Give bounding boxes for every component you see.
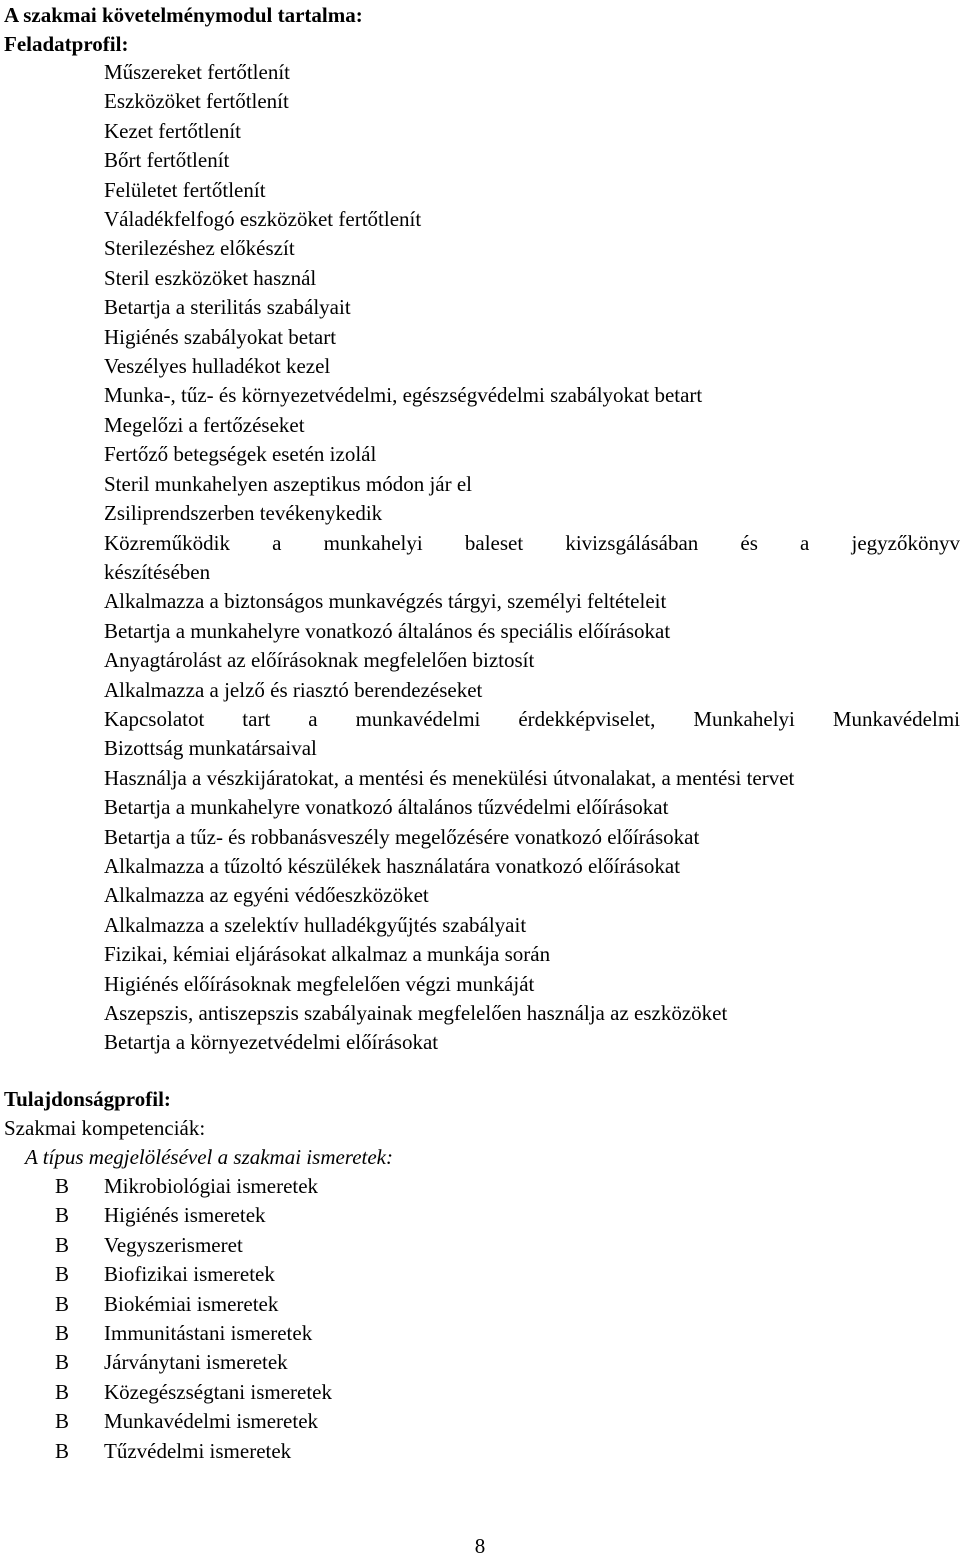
type-mark: B (55, 1350, 70, 1375)
property-profile-heading: Tulajdonságprofil: (4, 1087, 171, 1111)
list-item (0, 1231, 960, 1260)
knowledge-caption: A típus megjelölésével a szakmai ismeretek: (25, 1145, 393, 1169)
list-item: Higiénés szabályokat betart (104, 324, 337, 349)
list-item: Műszereket fertőtlenít (104, 60, 291, 84)
list-item: Eszközöket fertőtlenít (104, 89, 289, 114)
knowledge-label: Mikrobiológiai ismeretek (104, 1174, 319, 1198)
list-item: Közreműködik a munkahelyi baleset kivizsgálásában és a jegyzőkönyv (104, 530, 960, 555)
knowledge-label: Biofizikai ismeretek (104, 1262, 275, 1287)
list-item: Zsiliprendszerben tevékenykedik (104, 501, 383, 526)
list-item-continuation: Bizottság munkatársaival (104, 736, 317, 761)
list-item: Higiénés előírásoknak megfelelően végzi munkáját (104, 971, 535, 996)
list-item: Alkalmazza a jelző és riasztó berendezéseket (104, 677, 483, 702)
type-mark: B (55, 1409, 70, 1434)
list-item: Betartja a sterilitás szabályait (104, 295, 351, 320)
list-item: Megelőzi a fertőzéseket (104, 412, 305, 437)
list-item (0, 1319, 960, 1348)
list-item-continuation: készítésében (104, 559, 211, 584)
list-item: Anyagtárolást az előírásoknak megfelelően biztosít (104, 648, 535, 673)
list-item: Használja a vészkijáratokat, a mentési és menekülési útvonalakat, a mentési tervet (104, 765, 795, 790)
list-item: Betartja a munkahelyre vonatkozó általános és speciális előírásokat (104, 618, 671, 643)
knowledge-label: Higiénés ismeretek (104, 1203, 266, 1228)
knowledge-label: Munkavédelmi ismeretek (104, 1409, 319, 1434)
knowledge-label: Biokémiai ismeretek (104, 1291, 279, 1316)
type-mark: B (55, 1174, 70, 1198)
knowledge-list (0, 1172, 960, 1466)
list-item (0, 1348, 960, 1377)
list-item (0, 1201, 960, 1230)
list-item: Felületet fertőtlenít (104, 177, 266, 202)
list-item: Veszélyes hulladékot kezel (104, 354, 331, 379)
list-item: Alkalmazza a szelektív hulladékgyűjtés szabályait (104, 912, 527, 937)
list-item: Steril munkahelyen aszeptikus módon jár el (104, 471, 472, 496)
task-profile-heading: Feladatprofil: (4, 32, 129, 56)
list-item: Betartja a tűz- és robbanásveszély megelőzésére vonatkozó előírásokat (104, 824, 700, 849)
list-item: Alkalmazza a biztonságos munkavégzés tárgyi, személyi feltételeit (104, 589, 667, 614)
list-item (0, 1172, 960, 1201)
knowledge-label: Tűzvédelmi ismeretek (104, 1438, 292, 1463)
knowledge-label: Járványtani ismeretek (104, 1350, 288, 1375)
list-item (0, 1260, 960, 1289)
type-mark: B (55, 1232, 70, 1257)
list-item: Sterilezéshez előkészít (104, 236, 295, 261)
list-item: Steril eszközöket használ (104, 265, 317, 290)
list-item: Bőrt fertőtlenít (104, 148, 230, 173)
list-item (0, 1290, 960, 1319)
type-mark: B (55, 1203, 70, 1228)
list-item: Kapcsolatot tart a munkavédelmi érdekképviselet, Munkahelyi Munkavédelmi (104, 706, 960, 731)
list-item: Kezet fertőtlenít (104, 118, 242, 143)
list-item: Aszepszis, antiszepszis szabályainak megfelelően használja az eszközöket (104, 1001, 728, 1025)
list-item: Váladékfelfogó eszközöket fertőtlenít (104, 207, 422, 232)
list-item: Fizikai, kémiai eljárásokat alkalmaz a munkája során (104, 942, 551, 967)
type-mark: B (55, 1438, 70, 1463)
list-item: Fertőző betegségek esetén izolál (104, 442, 377, 467)
task-profile-list (104, 58, 960, 1058)
knowledge-label: Immunitástani ismeretek (104, 1320, 313, 1345)
list-item: Betartja a munkahelyre vonatkozó általános tűzvédelmi előírásokat (104, 795, 669, 820)
knowledge-label: Vegyszerismeret (104, 1232, 243, 1257)
list-item: Alkalmazza a tűzoltó készülékek használatára vonatkozó előírásokat (104, 853, 681, 878)
list-item (0, 1407, 960, 1436)
type-mark: B (55, 1291, 70, 1316)
page-number: 8 (474, 1534, 486, 1558)
module-content-heading: A szakmai követelménymodul tartalma: (4, 3, 363, 27)
list-item: Munka-, tűz- és környezetvédelmi, egészségvédelmi szabályokat betart (104, 383, 703, 408)
competence-subtitle: Szakmai kompetenciák: (4, 1116, 206, 1140)
list-item (0, 1437, 960, 1466)
knowledge-label: Közegészségtani ismeretek (104, 1379, 332, 1404)
list-item: Betartja a környezetvédelmi előírásokat (104, 1030, 439, 1055)
list-item: Alkalmazza az egyéni védőeszközöket (104, 883, 429, 908)
list-item (0, 1378, 960, 1407)
type-mark: B (55, 1320, 70, 1345)
type-mark: B (55, 1262, 70, 1287)
type-mark: B (55, 1379, 70, 1404)
